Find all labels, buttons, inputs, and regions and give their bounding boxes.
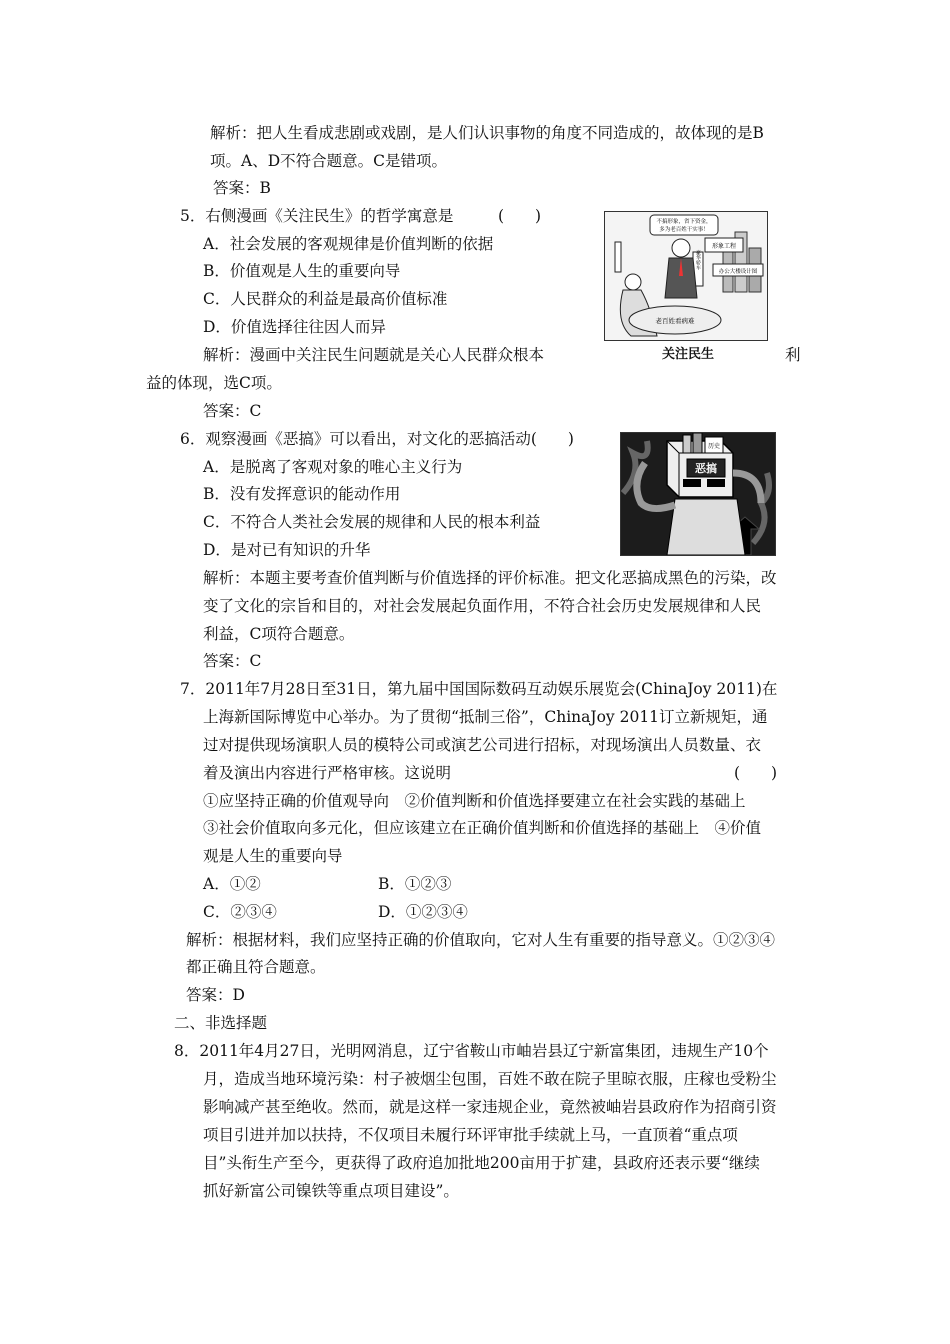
q5-analysis-line-2: 益的体现，选C项。: [146, 374, 282, 392]
q7-stem-line-1: 7．2011年7月28日至31日，第九届中国国际数码互动娱乐展览会(ChinaJoy 2011)在: [180, 680, 778, 698]
q6-stem: 6．观察漫画《恶搞》可以看出，对文化的恶搞活动( ): [180, 430, 574, 448]
q8-line-1: 8．2011年4月27日，光明网消息，辽宁省鞍山市岫岩县辽宁新富集团，违规生产10个: [174, 1042, 769, 1060]
q7-items-line-1: ①应坚持正确的价值观导向 ②价值判断和价值选择要建立在社会实践的基础上: [203, 792, 746, 810]
q6-analysis-line-3: 利益，C项符合题意。: [203, 625, 355, 643]
q6-option-c: C．不符合人类社会发展的规律和人民的根本利益: [203, 513, 541, 531]
q6-analysis-line-2: 变了文化的宗旨和目的，对社会发展起负面作用，不符合社会历史发展规律和人民: [203, 597, 762, 615]
q5-analysis-line-1-end: 利: [785, 346, 801, 364]
q8-line-5: 目”头衔生产至今，更获得了政府追加批地200亩用于扩建，县政府还表示要“继续: [203, 1154, 760, 1172]
q8-line-3: 影响减产甚至绝收。然而，就是这样一家违规企业，竟然被岫岩县政府作为招商引资: [203, 1098, 777, 1116]
q8-line-2: 月，造成当地环境污染：村子被烟尘包围，百姓不敢在院子里晾衣服，庄稼也受粉尘: [203, 1070, 777, 1088]
q5-bubble-line-1: 不搞形象，省下资金，: [656, 219, 712, 225]
q5-sign-car: 豪华轿车: [695, 250, 701, 270]
q6-cartoon-drawing: [621, 433, 775, 555]
q5-bag-text: 老百姓看病难: [655, 317, 695, 325]
q5-sign-image-project: 形象工程: [711, 243, 737, 250]
q5-option-d: D．价值选择往往因人而异: [203, 318, 386, 336]
q6-cartoon-label: 恶搞: [695, 462, 717, 475]
q5-cartoon-caption: 关注民生: [662, 347, 715, 362]
q7-items-line-2: ③社会价值取向多元化，但应该建立在正确价值判断和价值选择的基础上 ④价值: [203, 819, 762, 837]
q5-cartoon-image: [604, 211, 768, 341]
q7-option-c: C．②③④: [203, 903, 277, 921]
q7-bracket: ( ): [734, 764, 778, 782]
q6-analysis-line-1: 解析：本题主要考查价值判断与价值选择的评价标准。把文化恶搞成黑色的污染，改: [203, 569, 777, 587]
q8-line-6: 抓好新富公司镍铁等重点项目建设”。: [203, 1182, 459, 1200]
q4-analysis-line-2: 项。A、D不符合题意。C是错项。: [210, 152, 447, 170]
q6-option-a: A．是脱离了客观对象的唯心主义行为: [203, 458, 463, 476]
q7-analysis-line-2: 都正确且符合题意。: [186, 958, 326, 976]
q6-option-b: B．没有发挥意识的能动作用: [203, 485, 401, 503]
q5-stem: 5．右侧漫画《关注民生》的哲学寓意是: [180, 207, 454, 225]
q7-stem-line-3: 过对提供现场演职人员的模特公司或演艺公司进行招标，对现场演出人员数量、衣: [203, 736, 762, 754]
q7-stem-line-2: 上海新国际博览中心举办。为了贯彻“抵制三俗”，ChinaJoy 2011订立新规矩，通: [203, 708, 768, 726]
q5-option-b: B．价值观是人生的重要向导: [203, 262, 401, 280]
q5-bracket: ( ): [498, 207, 542, 225]
q6-option-d: D．是对已有知识的升华: [203, 541, 371, 559]
q5-analysis-line-1: 解析：漫画中关注民生问题就是关心人民群众根本: [203, 346, 545, 364]
q8-line-4: 项目引进并加以扶持，不仅项目未履行环评审批手续就上马，一直顶着“重点项: [203, 1126, 738, 1144]
q7-analysis-line-1: 解析：根据材料，我们应坚持正确的价值取向，它对人生有重要的指导意义。①②③④: [186, 931, 776, 949]
q6-cartoon-image: [620, 432, 776, 556]
q7-stem-line-4: 着及演出内容进行严格审核。这说明: [203, 764, 452, 782]
q5-bubble-line-2: 多为老百姓干实事！: [659, 227, 709, 233]
q7-option-b: B．①②③: [378, 875, 452, 893]
q5-option-c: C．人民群众的利益是最高价值标准: [203, 290, 448, 308]
q7-answer: 答案：D: [186, 986, 245, 1004]
q5-sign-office: 办公大楼设计图: [718, 269, 758, 275]
q7-items-line-3: 观是人生的重要向导: [203, 847, 343, 865]
q5-cartoon-drawing: [605, 212, 767, 340]
q4-analysis-line-1: 解析：把人生看成悲剧或戏剧，是人们认识事物的角度不同造成的，故体现的是B: [210, 124, 764, 142]
q6-book-label: 历史: [707, 443, 721, 450]
q4-answer: 答案：B: [213, 179, 271, 197]
q7-option-d: D．①②③④: [378, 903, 468, 921]
q7-option-a: A．①②: [203, 875, 261, 893]
section-heading: 二、非选择题: [174, 1014, 268, 1032]
q5-answer: 答案：C: [203, 402, 262, 420]
q6-answer: 答案：C: [203, 652, 262, 670]
q5-option-a: A．社会发展的客观规律是价值判断的依据: [203, 235, 494, 253]
